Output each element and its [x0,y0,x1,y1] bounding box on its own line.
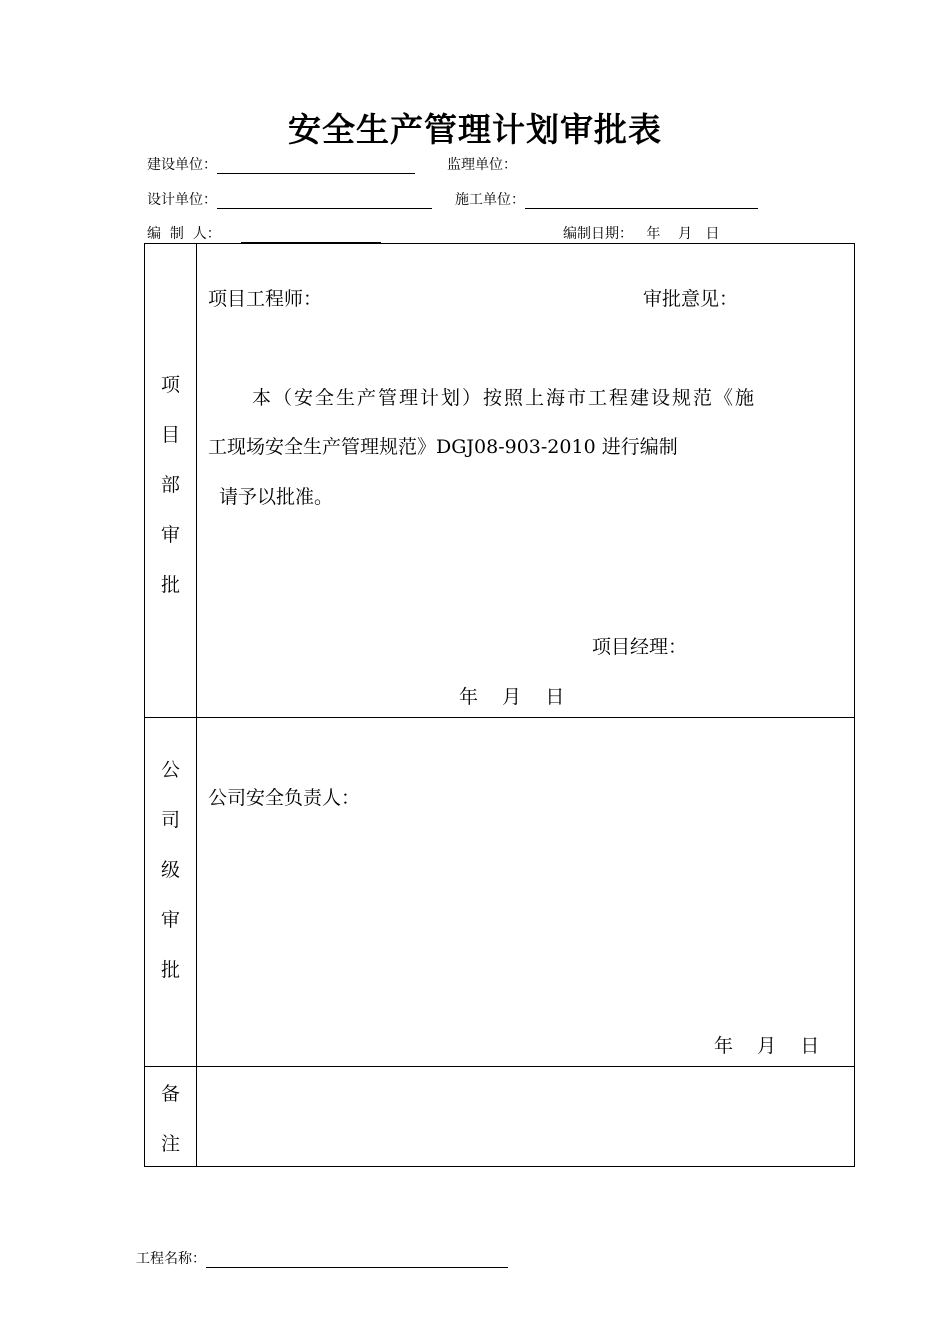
company-approval-row [145,718,855,1067]
company-approval-date: 年 月 日 [714,1035,820,1057]
company-approval-content[interactable] [197,718,855,1067]
contractor-unit-field [455,189,758,209]
project-name-field [136,1248,508,1268]
manager-label: 项目经理： [592,636,688,658]
prepared-date-field [563,223,728,244]
company-approval-label: 公 司 级 审 批 [160,759,180,981]
remarks-row [145,1067,855,1167]
opinion-label: 审批意见： [643,288,739,310]
approval-table [144,243,855,1167]
page-title: 安全生产管理计划审批表 [288,110,662,149]
contractor-unit-label: 施工单位： [455,192,525,208]
project-approval-label: 项 目 部 审 批 [160,374,180,596]
supervision-unit-label: 监理单位： [447,157,517,173]
prepared-by-label: 编 制 人： [147,226,221,242]
approval-body-line-2: 工现场安全生产管理规范》DGJ08-903-2010 进行编制 [208,436,678,458]
remarks-label-cell [145,1067,197,1167]
project-approval-date: 年 月 日 [459,686,565,708]
project-approval-row [145,244,855,718]
remarks-content[interactable] [197,1067,855,1167]
prepared-by-field [147,223,381,243]
project-approval-content[interactable] [197,244,855,718]
approval-body-line-1: 本（安全生产管理计划）按照上海市工程建设规范《施 [252,387,757,409]
construction-unit-label: 建设单位： [147,157,217,173]
construction-unit-field [147,154,415,174]
project-approval-label-cell [145,244,197,718]
approval-body-line-3: 请予以批准。 [219,486,334,508]
design-unit-label: 设计单位： [147,192,217,208]
remarks-label: 备 注 [160,1083,180,1155]
safety-officer-label: 公司安全负责人： [208,787,361,809]
prepared-date-label: 编制日期： [563,226,633,242]
design-unit-field [147,189,432,209]
engineer-label: 项目工程师： [208,288,323,310]
supervision-unit-field [447,154,517,174]
contractor-unit-input[interactable] [525,194,758,209]
design-unit-input[interactable] [217,194,432,209]
prepared-by-input[interactable] [241,228,381,243]
company-approval-label-cell [145,718,197,1067]
project-name-input[interactable] [206,1253,508,1268]
prepared-date-value[interactable]: 年 月 日 [633,223,728,244]
project-name-label: 工程名称： [136,1251,206,1267]
construction-unit-input[interactable] [217,159,415,174]
